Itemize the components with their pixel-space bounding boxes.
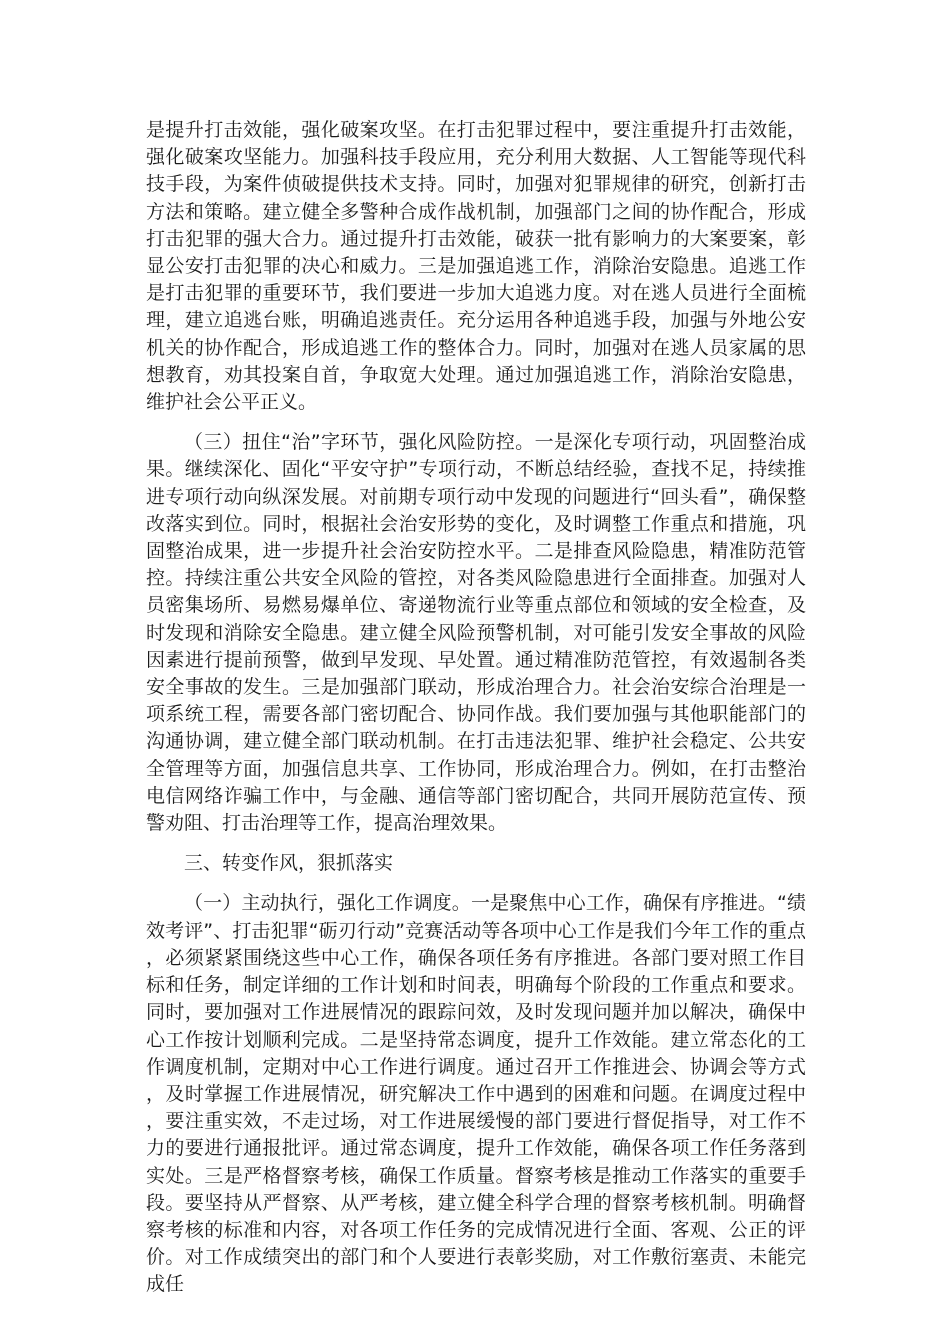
paragraph-work-dispatch: （一）主动执行，强化工作调度。一是聚焦中心工作，确保有序推进。“绩效考评”、打击犯罪“砺刃行动”竞赛活动等各项中心工作是我们今年工作的重点，必须紧紧围绕这些中心工作，确保各项任务有序推进。各部门要对照工作目标和任务，制定详细的工作计划和时间表，明确每个阶段的工作重点和要求。同时，要加强对工作进展情况的跟踪问效，及时发现问题并加以解决，确保中心工作按计划顺利完成。二是坚持常态调度，提升工作效能。建立常态化的工作调度机制，定期对中心工作进行调度。通过召开工作推进会、协调会等方式，及时掌握工作进展情况，研究解决工作中遇到的困难和问题。在调度过程中，要注重实效，不走过场，对工作进展缓慢的部门要进行督促指导，对工作不力的要进行通报批评。通过常态调度，提升工作效能，确保各项工作任务落到实处。三是严格督察考核，确保工作质量。督察考核是推动工作落实的重要手段。要坚持从严督察、从严考核，建立健全科学合理的督察考核机制。明确督察考核的标准和内容，对各项工作任务的完成情况进行全面、客观、公正的评价。对工作成绩突出的部门和个人要进行表彰奖励，对工作敷衍塞责、未能完成任 [146,892,806,1296]
document-body [146,117,806,1312]
section-heading-work-style: 三、转变作风，狠抓落实 [184,852,394,875]
paragraph-crime-fighting-continuation: 是提升打击效能，强化破案攻坚。在打击犯罪过程中，要注重提升打击效能，强化破案攻坚能力。加强科技手段应用，充分利用大数据、人工智能等现代科技手段，为案件侦破提供技术支持。同时，加强对犯罪规律的研究，创新打击方法和策略。建立健全多警种合成作战机制，加强部门之间的协作配合，形成打击犯罪的强大合力。通过提升打击效能，破获一批有影响力的大案要案，彰显公安打击犯罪的决心和威力。三是加强追逃工作，消除治安隐患。追逃工作是打击犯罪的重要环节，我们要进一步加大追逃力度。对在逃人员进行全面梳理，建立追逃台账，明确追逃责任。充分运用各种追逃手段，加强与外地公安机关的协作配合，形成追逃工作的整体合力。同时，加强对在逃人员家属的思想教育，劝其投案自首，争取宽大处理。通过加强追逃工作，消除治安隐患，维护社会公平正义。 [146,119,806,414]
paragraph-risk-prevention: （三）扭住“治”字环节，强化风险防控。一是深化专项行动，巩固整治成果。继续深化、固化“平安守护”专项行动，不断总结经验，查找不足，持续推进专项行动向纵深发展。对前期专项行动中发现的问题进行“回头看”，确保整改落实到位。同时，根据社会治安形势的变化，及时调整工作重点和措施，巩固整治成果，进一步提升社会治安防控水平。二是排查风险隐患，精准防范管控。持续注重公共安全风险的管控，对各类风险隐患进行全面排查。加强对人员密集场所、易燃易爆单位、寄递物流行业等重点部位和领域的安全检查，及时发现和消除安全隐患。建立健全风险预警机制，对可能引发安全事故的风险因素进行提前预警，做到早发现、早处置。通过精准防范管控，有效遏制各类安全事故的发生。三是加强部门联动，形成治理合力。社会治安综合治理是一项系统工程，需要各部门密切配合、协同作战。我们要加强与其他职能部门的沟通协调，建立健全部门联动机制。在打击违法犯罪、维护社会稳定、公共安全管理等方面，加强信息共享、工作协同，形成治理合力。例如，在打击整治电信网络诈骗工作中，与金融、通信等部门密切配合，共同开展防范宣传、预警劝阻、打击治理等工作，提高治理效果。 [146,431,806,835]
